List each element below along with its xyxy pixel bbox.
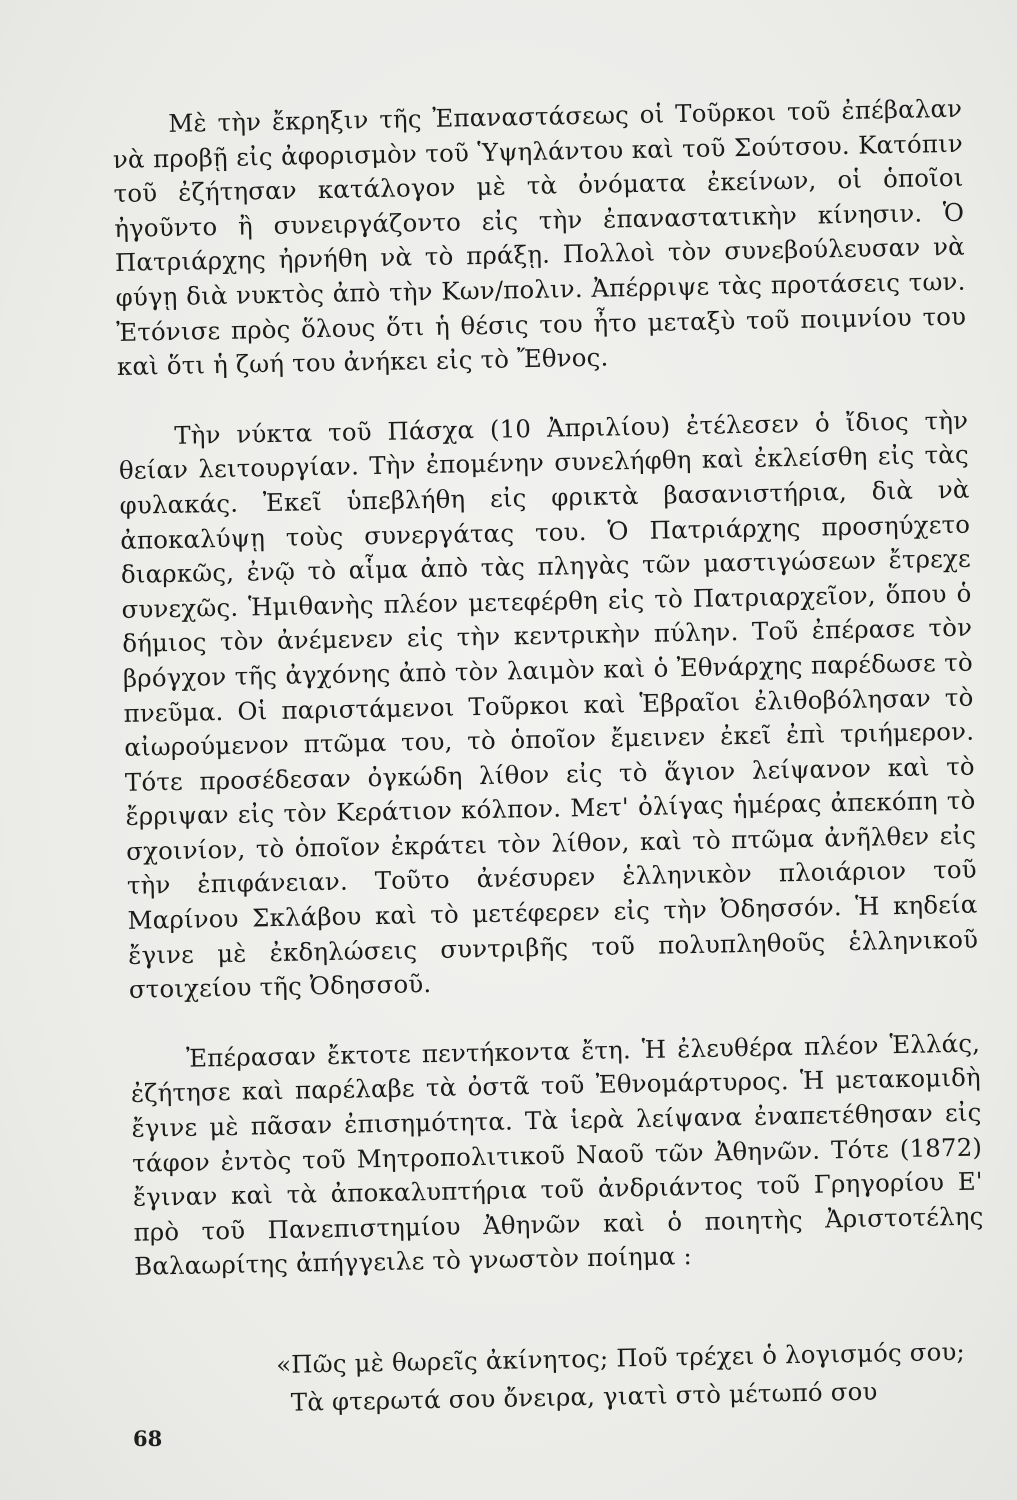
paragraph-1: Μὲ τὴν ἔκρηξιν τῆς Ἐπαναστάσεως οἱ Τοῦρκοι τοῦ ἐπέβαλαν νὰ προβῇ εἰς ἀφορισμὸν τοῦ Ὑψηλάντου καὶ τοῦ Σούτσου. Κατόπιν τοῦ ἐζήτησαν κατάλογον μὲ τὰ ὀνόματα ἐκείνων, οἱ ὁποῖοι ἠγοῦντο ἢ συνειργάζοντο εἰς τὴν ἐπαναστατικὴν κίνησιν. Ὁ Πατριάρχης ἠρνήθη νὰ τὸ πράξῃ. Πολλοὶ τὸν συνεβούλευσαν νὰ φύγῃ διὰ νυκτὸς ἀπὸ τὴν Κων/πολιν. Ἀπέρριψε τὰς προτάσεις των. Ἐτόνισε πρὸς ὅλους ὅτι ἡ θέσις του ἦτο μεταξὺ τοῦ ποιμνίου του καὶ ὅτι ἡ ζωή του ἀνήκει εἰς τὸ Ἔθνος. bbox=[112, 93, 967, 382]
page-number: 68 bbox=[133, 1426, 163, 1451]
paragraph-3: Ἐπέρασαν ἔκτοτε πεντήκοντα ἔτη. Ἡ ἐλευθέρα πλέον Ἑλλάς, ἐζήτησε καὶ παρέλαβε τὰ ὀστᾶ τοῦ Ἐθνομάρτυρος. Ἡ μετακομιδὴ ἔγινε μὲ πᾶσαν ἐπισημότητα. Τὰ ἱερὰ λείψανα ἐναπετέθησαν εἰς τάφον ἐντὸς τοῦ Μητροπολιτικοῦ Ναοῦ τῶν Ἀθηνῶν. Τότε (1872) ἔγιναν καὶ τὰ ἀποκαλυπτήρια τοῦ ἀνδριάντος τοῦ Γρηγορίου Ε' πρὸ τοῦ Πανεπιστημίου Ἀθηνῶν καὶ ὁ ποιητὴς Ἀριστοτέλης Βαλαωρίτης ἀπήγγειλε τὸ γνωστὸν ποίημα : bbox=[130, 1028, 984, 1282]
paragraph-2: Τὴν νύκτα τοῦ Πάσχα (10 Ἀπριλίου) ἐτέλεσεν ὁ ἴδιος τὴν θείαν λειτουργίαν. Τὴν ἐπομένην συνελήφθη καὶ ἐκλείσθη εἰς τὰς φυλακάς. Ἐκεῖ ὑπεβλήθη εἰς φρικτὰ βασανιστήρια, διὰ νὰ ἀποκαλύψῃ τοὺς συνεργάτας του. Ὁ Πατριάρχης προσηύχετο διαρκῶς, ἐνῷ τὸ αἷμα ἀπὸ τὰς πληγὰς τῶν μαστιγώσεων ἔτρεχε συνεχῶς. Ἡμιθανὴς πλέον μετεφέρθη εἰς τὸ Πατριαρχεῖον, ὅπου ὁ δήμιος τὸν ἀνέμενεν εἰς τὴν κεντρικὴν πύλην. Τοῦ ἐπέρασε τὸν βρόγχον τῆς ἀγχόνης ἀπὸ τὸν λαιμὸν καὶ ὁ Ἐθνάρχης παρέδωσε τὸ πνεῦμα. Οἱ παριστάμενοι Τοῦρκοι καὶ Ἑβραῖοι ἐλιθοβόλησαν τὸ αἰωρούμενον πτῶμα του, τὸ ὁποῖον ἔμεινεν ἐκεῖ ἐπὶ τριήμερον. Τότε προσέδεσαν ὀγκώδη λίθον εἰς τὸ ἅγιον λείψανον καὶ τὸ ἔρριψαν εἰς τὸν Κεράτιον κόλπον. Μετ' ὀλίγας ἡμέρας ἀπεκόπη τὸ σχοινίον, τὸ ὁποῖον ἐκράτει τὸν λίθον, καὶ τὸ πτῶμα ἀνῆλθεν εἰς τὴν ἐπιφάνειαν. Τοῦτο ἀνέσυρεν ἑλληνικὸν πλοιάριον τοῦ Μαρίνου Σκλάβου καὶ τὸ μετέφερεν εἰς τὴν Ὀδησσόν. Ἡ κηδεία ἔγινε μὲ ἐκδηλώσεις συντριβῆς τοῦ πολυπληθοῦς ἑλληνικοῦ στοιχείου τῆς Ὀδησσοῦ. bbox=[118, 405, 979, 1005]
body-text bbox=[112, 92, 987, 1425]
poem-line-1: «Πῶς μὲ θωρεῖς ἀκίνητος; Ποῦ τρέχει ὁ λογισμός σου; bbox=[275, 1336, 966, 1380]
poem-line-2: Τὰ φτερωτά σου ὄνειρα, γιατὶ στὸ μέτωπό σου bbox=[290, 1376, 878, 1417]
poem-excerpt bbox=[136, 1332, 987, 1424]
